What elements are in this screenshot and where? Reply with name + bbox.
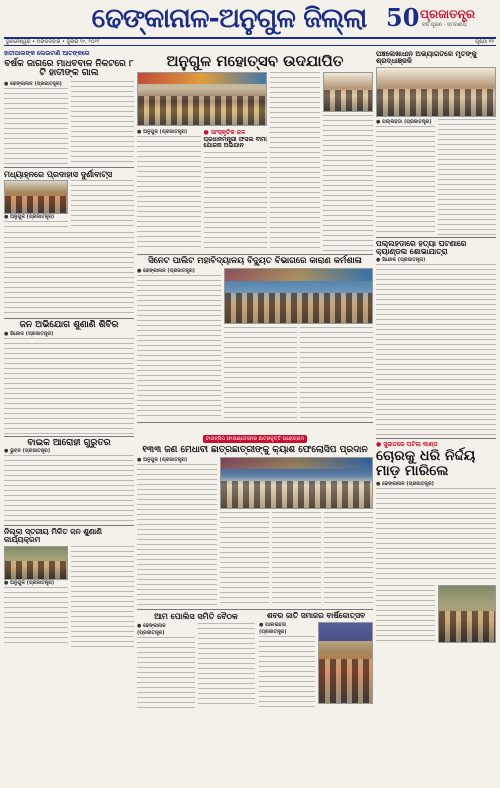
article-police-meeting	[137, 612, 255, 704]
right-column	[376, 50, 496, 643]
dateline-bar	[4, 37, 496, 46]
article-headline: ଅନୁଗୁଳ ମହୋତ୍ସବ ଉଦଯାପିତ	[166, 52, 344, 70]
left-column	[4, 50, 134, 648]
article-midday-meal	[4, 170, 134, 316]
page-title: ଢେଙ୍କାନାଳ-ଅନୁଗୁଳ ଜିଲ୍ଲା	[91, 3, 367, 34]
article-body	[376, 126, 435, 234]
article-body	[71, 546, 135, 648]
article-byline: ● ଢେଙ୍କାନାଳ (ପ୍ରଜାତନ୍ତ୍ର)	[137, 622, 166, 636]
logo-anniversary-number: 50	[386, 3, 420, 32]
middle-column	[137, 50, 373, 705]
article-byline: ● ଅନୁଗୁଳ (ପ୍ରଜାତନ୍ତ୍ର)	[4, 579, 55, 586]
article-headline: ଶବର ଜାତି ସମାଜର ବାର୍ଷିକୋତ୍ସବ	[266, 611, 366, 621]
article-kicker: ହାତୀପାଲଙ୍କ ଲେଉଟାଣି ଆତଙ୍କରେ	[4, 50, 90, 57]
article-byline: ● ଅନୁଗୁଳ (ପ୍ରଜାତନ୍ତ୍ର)	[4, 214, 55, 221]
article-photo	[137, 72, 267, 126]
article-byline: ● ଅନୁଗୁଳ (ପ୍ରଜାତନ୍ତ୍ର)	[137, 457, 188, 464]
article-headline: ବାଇକ ଆରୋହୀ ଗୁରୁତର	[27, 437, 111, 448]
article-candle-march	[376, 240, 496, 437]
article-byline: ● ଢେଙ୍କାନାଳ (ପ୍ରଜାତନ୍ତ୍ର)	[4, 80, 62, 87]
article-tribute	[376, 50, 496, 235]
article-headline: ମଧ୍ୟାହ୍ନରେ ପ୍ରଦାହାସ ଦୁର୍ଣାବାଟ୍ସ	[4, 168, 113, 179]
article-photo	[376, 67, 496, 117]
article-body	[4, 232, 134, 316]
article-headline: ସିନେଟ ପାଲିଟ ମହାବିଦ୍ୟାଳୟ ବିଦ୍ୟୁତ ବିଭାଗରେ କାରାଣ କର୍ମଶାଳା	[148, 256, 362, 266]
logo-name: ପ୍ରଜାତନ୍ତ୍ର	[420, 7, 476, 21]
article-photo	[224, 268, 373, 324]
article-headline: ପଲ୍ଲହଡାରେ ହତ୍ୟା ଘଟଣାରେ କ୍ୟାଣ୍ଡଲ ଶୋଭାଯାତ୍ରା	[376, 238, 467, 256]
article-body	[137, 464, 217, 606]
article-subheadline: ପ୍ରଧାନମନ୍ତ୍ରୀ ଫସଲ ବୀମା ଯୋଜନା ଅଭିଯାନ	[203, 136, 267, 150]
article-photo	[4, 546, 68, 580]
article-kicker: ● ସାଂସ୍କୃତିକ ଜଳ	[203, 129, 246, 136]
article-electrical-workshop	[137, 257, 373, 420]
article-photo	[323, 72, 373, 112]
page-number: ପୃଷ୍ଠା ୧୧	[475, 39, 494, 45]
article-photo	[4, 180, 68, 214]
article-body	[259, 636, 315, 710]
article-body	[4, 88, 68, 164]
article-photo	[438, 585, 497, 643]
issue-date: ଭୁବନେଶ୍ୱର • ମଙ୍ଗଳବାର • ଜୁଲାଇ ୧୯, ୨୦୨୨	[6, 39, 100, 45]
article-byline: ● ପାଲଲହଡା (ପ୍ରଜାତନ୍ତ୍ର)	[259, 622, 287, 636]
article-body	[376, 264, 496, 436]
newspaper-logo[interactable]	[386, 5, 496, 33]
article-byline: ● ଢେଙ୍କାନାଳ (ପ୍ରଜାତନ୍ତ୍ର)	[376, 480, 434, 487]
article-headline: ବର୍ଷକ ଜାଗରେ ମାଧବବାଳ ନିକଟରେ ୮ ଟି ହାତୀଙ୍କ ଗାଲ	[4, 59, 134, 79]
article-photo	[220, 457, 373, 509]
article-headline: ପଞ୍ଚଲେଖାଧୀନ ଅଭ୍ୟାଗତରେ ମୃତଙ୍କୁ ଶ୍ରଦ୍ଧାଞ୍ଜଳି	[376, 49, 477, 66]
article-headline: ଚୋରକୁ ଧରି ନିର୍ଦ୍ଦୟ ମାଡ଼ ମାରିଲେ	[376, 448, 476, 480]
article-body	[4, 455, 134, 523]
article-body	[270, 72, 320, 252]
article-byline: ● ଢେଙ୍କାନାଳ (ପ୍ରଜାତନ୍ତ୍ର)	[137, 267, 195, 274]
article-biker-injured	[4, 439, 134, 523]
article-byline: ● ପଲ୍ଲହଡା (ପ୍ରଜାତନ୍ତ୍ର)	[376, 118, 432, 125]
masthead	[4, 3, 496, 35]
article-angul-festival	[137, 50, 373, 252]
logo-tagline: ବର୍ଷ ପୂରଣ - ସ୍ମରଣୀୟ	[422, 22, 467, 28]
article-photo	[318, 622, 374, 704]
article-elephant	[4, 50, 134, 165]
article-sabar-anniversary	[259, 612, 373, 704]
article-kicker: ଟାଉନ୍ସିପ ଫାଉଣ୍ଡେସନର ଛାତ୍ରବୃତ୍ତି ପ୍ରୋଗ୍ରାମ	[203, 435, 308, 443]
article-headline: ୧୩୩ ଜଣ ମେଧାବୀ ଛାତ୍ରଛାତ୍ରୀଙ୍କୁ କ୍ୟାଶ ଫେଲୋସିପ ପ୍ରଦାନ	[142, 444, 368, 455]
article-body	[137, 136, 201, 250]
article-byline: ● ଭୁବନ (ପ୍ରଜାତନ୍ତ୍ର)	[4, 448, 51, 455]
article-body	[71, 81, 135, 165]
article-body	[376, 488, 496, 582]
article-headline: ନିଲ୍ଲା ସ୍ତରୀୟ ମିଳିତ ଜନ ଶୁଣାଣି କାର୍ଯ୍ୟକ୍ରମ	[4, 527, 102, 545]
article-headline: ଆମ ପୋଲିସ ସମିତି ବୈଠକ	[154, 611, 238, 622]
article-grievance-camp	[4, 321, 134, 433]
article-scholarship	[137, 425, 373, 607]
article-thief-beaten	[376, 441, 496, 642]
article-byline: ● ହିନ୍ଦୋଳ (ପ୍ରଜାତନ୍ତ୍ର)	[4, 330, 54, 337]
article-body	[137, 637, 195, 711]
article-byline: ● ଅନୁଗୁଳ (ପ୍ରଜାତନ୍ତ୍ର)	[137, 129, 188, 135]
article-kicker: ● ସୁଜାତରେ ଘଟିଲା କାଣ୍ଡ	[376, 441, 438, 449]
article-public-hearing	[4, 528, 134, 648]
article-byline: ● ହିନ୍ଦୋଳ (ପ୍ରଜାତନ୍ତ୍ର)	[376, 257, 426, 264]
article-body	[71, 180, 135, 230]
article-body	[4, 338, 134, 434]
article-body	[137, 275, 221, 419]
article-headline: ଜନ ଅଭିଯୋଗ ଶୁଣାଣି ଶିବିର	[19, 320, 119, 331]
bottom-row-articles	[137, 612, 373, 704]
